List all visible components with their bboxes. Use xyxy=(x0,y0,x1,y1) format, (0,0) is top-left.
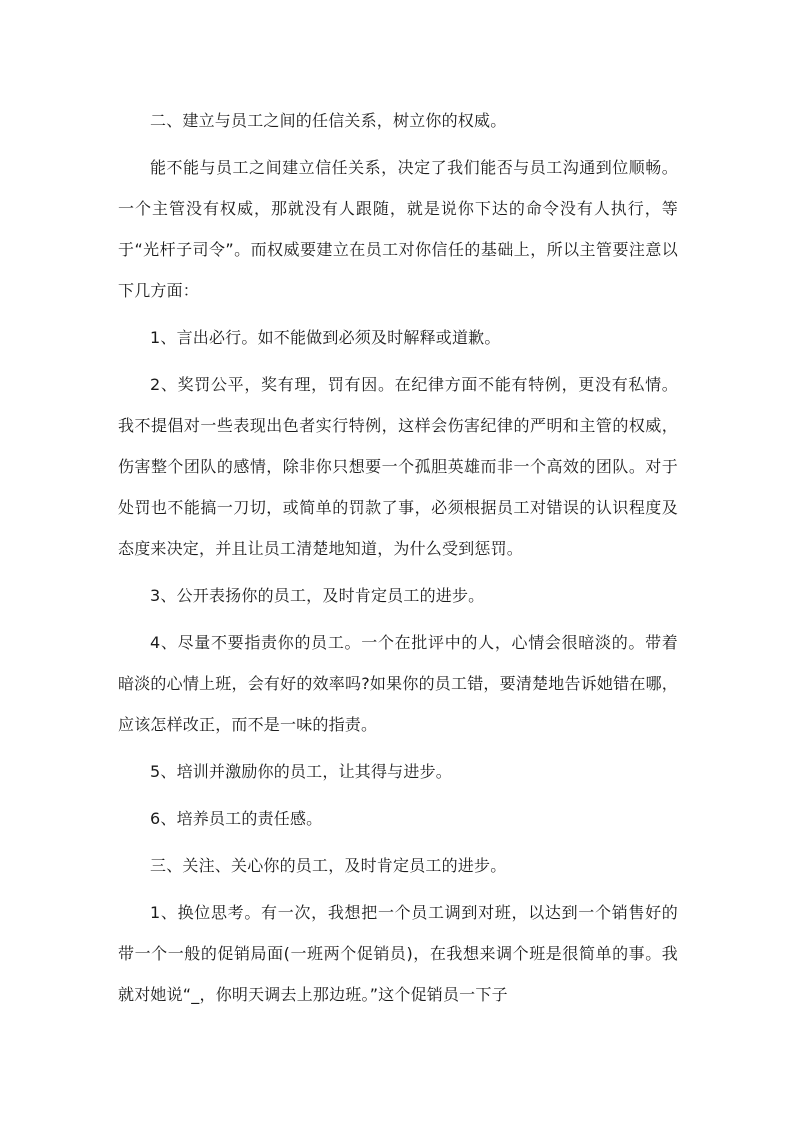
list-item-2: 2、奖罚公平，奖有理，罚有因。在纪律方面不能有特例，更没有私情。我不提倡对一些表现出色者实行特例，这样会伤害纪律的严明和主管的权威，伤害整个团队的感情，除非你只想要一个孤胆英雄而非一个高效的团队。对于处罚也不能搞一刀切，或简单的罚款了事，必须根据员工对错误的认识程度及态度来决定，并且让员工清楚地知道，为什么受到惩罚。 xyxy=(118,375,678,558)
list-item-3: 3、公开表扬你的员工，及时肯定员工的进步。 xyxy=(150,586,485,605)
list-item-1-section-3: 1、换位思考。有一次，我想把一个员工调到对班，以达到一个销售好的带一个一般的促销局面(一班两个促销员)，在我想来调个班是很简单的事。我就对她说“_，你明天调去上那边班。”这个促销员一下子 xyxy=(118,903,678,1004)
section-heading-2: 二、建立与员工之间的任信关系，树立你的权威。 xyxy=(150,111,507,130)
list-item-1: 1、言出必行。如不能做到必须及时解释或道歉。 xyxy=(150,328,501,347)
list-item-6: 6、培养员工的责任感。 xyxy=(150,809,323,828)
list-item-4: 4、尽量不要指责你的员工。一个在批评中的人，心情会很暗淡的。带着暗淡的心情上班，会有好的效率吗?如果你的员工错，要清楚地告诉她错在哪，应该怎样改正，而不是一味的指责。 xyxy=(118,633,678,734)
document-body xyxy=(118,100,678,1021)
paragraph-trust-intro: 能不能与员工之间建立信任关系，决定了我们能否与员工沟通到位顺畅。一个主管没有权威，那就没有人跟随，就是说你下达的命令没有人执行，等于“光杆子司令”。而权威要建立在员工对你信任的基础上，所以主管要注意以下几方面： xyxy=(118,158,678,300)
list-item-5: 5、培训并激励你的员工，让其得与进步。 xyxy=(150,762,452,781)
section-heading-3: 三、关注、关心你的员工，及时肯定员工的进步。 xyxy=(150,856,507,875)
